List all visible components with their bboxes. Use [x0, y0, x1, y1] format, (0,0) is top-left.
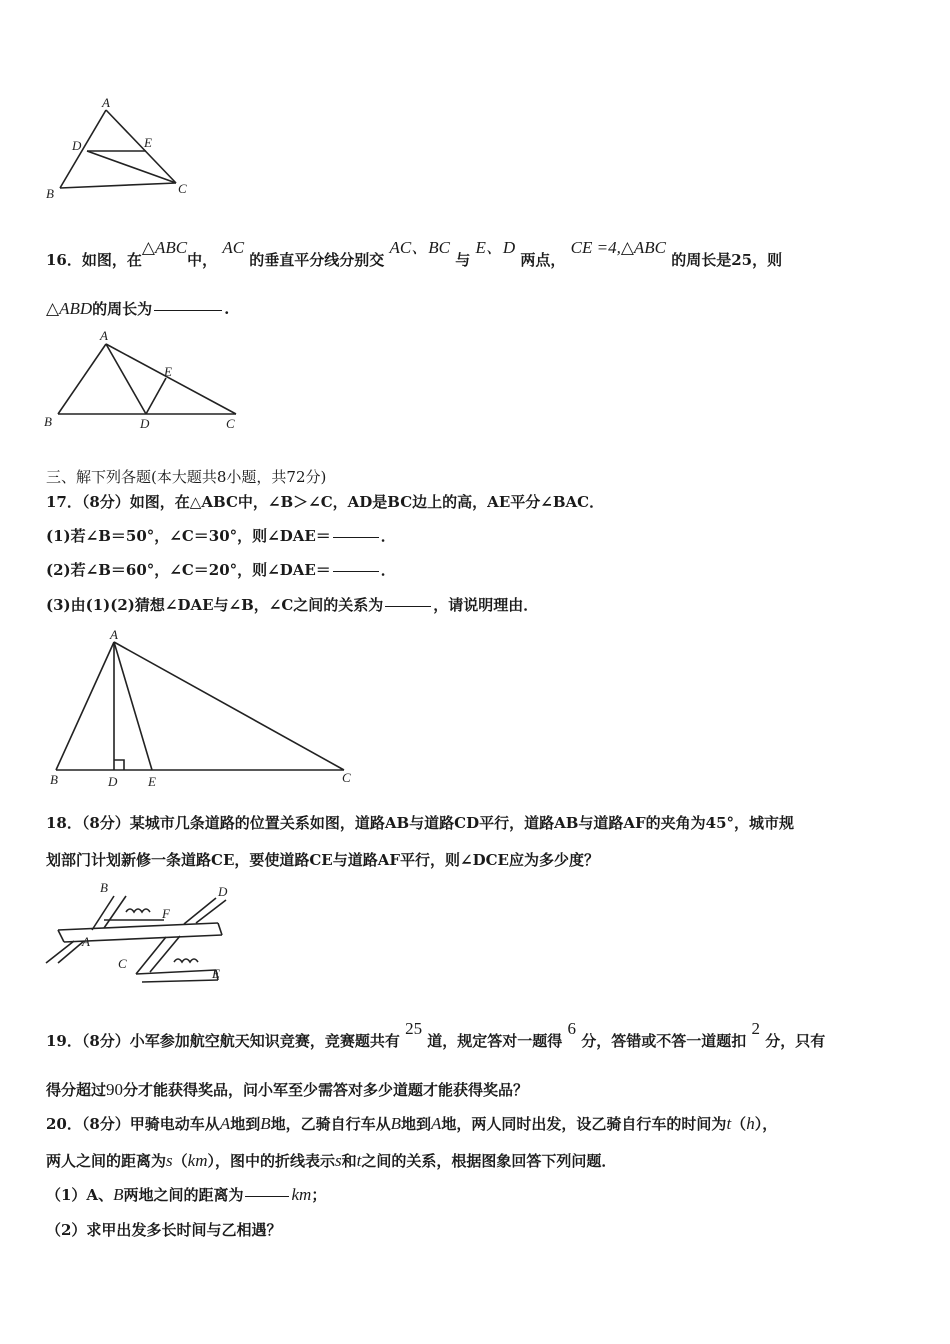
label-b: B [100, 880, 108, 895]
label-d: D [218, 884, 228, 899]
label-d: D [72, 138, 82, 153]
label-e: E [144, 135, 152, 150]
answer-blank[interactable] [154, 309, 222, 311]
question-16-line1: 16．如图，在△ABC中， AC 的垂直平分线分别交 AC、BC 与 E、D 两点， CE =4,△ABC 的周长是25，则 [46, 238, 783, 269]
question-18-line1: 18．（8分）某城市几条道路的位置关系如图，道路AB与道路CD平行，道路AB与道路AF的夹角为45°，城市规 [46, 814, 795, 832]
figure-roads [40, 878, 240, 986]
label-a: A [102, 95, 110, 110]
question-17-part3: (3)由(1)(2)猜想∠DAE与∠B，∠C之间的关系为 ，请说明理由． [46, 596, 539, 614]
label-e: E [164, 364, 172, 379]
question-20-part1: （1）A、B两地之间的距离为 km； [46, 1185, 327, 1204]
question-17-part2: (2)若∠B＝60°，∠C＝20°，则∠DAE＝ ． [46, 561, 396, 579]
label-f: F [162, 906, 170, 921]
label-b: B [46, 186, 54, 201]
figure-triangle-abc-de [40, 95, 200, 205]
label-c: C [342, 770, 351, 785]
question-20-line2: 两人之间的距离为s（km），图中的折线表示s和t之间的关系，根据图象回答下列问题． [46, 1151, 617, 1170]
answer-blank[interactable] [245, 1195, 289, 1197]
answer-blank[interactable] [333, 570, 379, 572]
label-a: A [100, 328, 108, 343]
figure-triangle-altitude-bisector [40, 622, 370, 794]
question-19-line2: 得分超过90分才能获得奖品，问小军至少需答对多少道题才能获得奖品？ [46, 1080, 529, 1099]
question-17-stem: 17．（8分）如图，在△ABC中，∠B＞∠C，AD是BC边上的高，AE平分∠BAC． [46, 493, 605, 511]
label-b: B [50, 772, 58, 787]
section-heading: 三、解下列各题(本大题共8小题，共72分) [46, 468, 327, 486]
question-19-line1: 19．（8分）小军参加航空航天知识竞赛，竞赛题共有 25 道，规定答对一题得 6 分，答错或不答一道题扣 2 分，只有 [46, 1019, 826, 1050]
question-17-part1: (1)若∠B＝50°，∠C＝30°，则∠DAE＝ ． [46, 527, 396, 545]
label-c: C [118, 956, 127, 971]
answer-blank[interactable] [385, 605, 431, 607]
question-20-line1: 20．（8分）甲骑电动车从A地到B地，乙骑自行车从B地到A地，两人同时出发，设乙骑自行车的时间为t（h）， [46, 1114, 778, 1133]
label-a: A [110, 627, 118, 642]
label-c: C [178, 181, 187, 196]
figure-triangle-abd [40, 326, 250, 436]
label-d: D [140, 416, 150, 431]
label-d: D [108, 774, 118, 789]
label-e: E [148, 774, 156, 789]
question-20-part2: （2）求甲出发多长时间与乙相遇？ [46, 1221, 282, 1239]
label-b: B [44, 414, 52, 429]
answer-blank[interactable] [333, 536, 379, 538]
label-c: C [226, 416, 235, 431]
label-a: A [82, 934, 90, 949]
question-18-line2: 划部门计划新修一条道路CE，要使道路CE与道路AF平行，则∠DCE应为多少度？ [46, 851, 599, 869]
label-e: E [212, 966, 220, 981]
question-16-line2: △ABD的周长为 . [46, 299, 230, 318]
